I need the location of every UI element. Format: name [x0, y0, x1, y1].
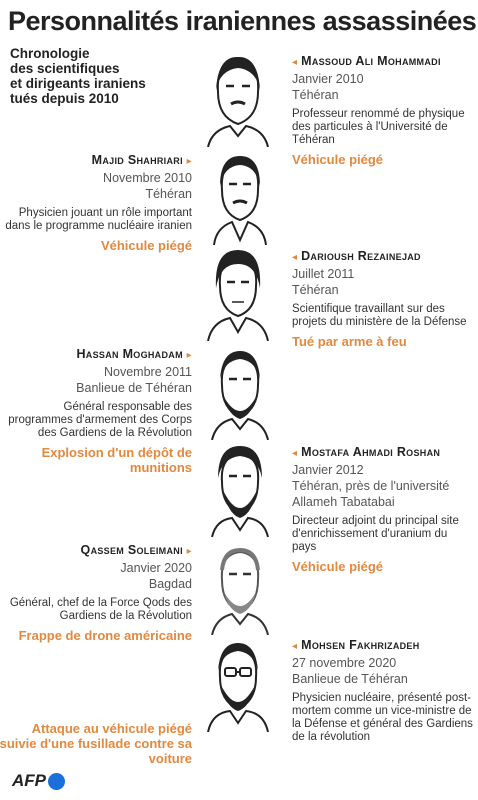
- description: Physicien nucléaire, présenté post-mortem comme un vice-ministre de la Défense et général des Gardiens de la révolution: [292, 692, 473, 743]
- place: Téhéran: [292, 283, 339, 297]
- afp-logo-dot-icon: [48, 773, 65, 790]
- person-name: Qassem Soleimani: [80, 543, 183, 557]
- portrait-shahriari: [200, 150, 280, 245]
- description: Physicien jouant un rôle important dans le programme nucléaire iranien: [5, 207, 192, 232]
- portrait-rezainejad: [198, 246, 278, 341]
- arrow-right-icon: ▸: [186, 350, 192, 361]
- description: Professeur renommé de physique des particules à l'Université de Téhéran: [292, 108, 465, 146]
- description: Scientifique travaillant sur des projets du ministère de la Défense: [292, 303, 467, 328]
- entry-soleimani: [2, 542, 192, 643]
- date: Janvier 2020: [120, 561, 192, 575]
- cause: Attaque au véhicule piégé suivie d'une fusillade contre sa voiture: [0, 721, 192, 766]
- entry-moghadam: [2, 346, 192, 475]
- person-name: Hassan Moghadam: [76, 347, 183, 361]
- afp-logo: [12, 771, 65, 791]
- entry-fakhrizadeh: [292, 637, 474, 744]
- arrow-right-icon: ▸: [186, 156, 192, 167]
- page-title: Personnalités iraniennes assassinées: [8, 6, 477, 36]
- description: Général, chef de la Force Qods des Gardiens de la Révolution: [9, 597, 192, 622]
- place: Banlieue de Téhéran: [76, 381, 192, 395]
- description: Général responsable des programmes d'armement des Corps des Gardiens de la Révolution: [8, 401, 192, 439]
- date: Janvier 2012: [292, 463, 364, 477]
- cause: Explosion d'un dépôt de munitions: [41, 445, 192, 475]
- cause: Tué par arme à feu: [292, 334, 407, 349]
- entry-mohammadi: [292, 53, 474, 167]
- cause: Véhicule piégé: [292, 559, 384, 574]
- place: Bagdad: [148, 577, 192, 591]
- place: Banlieue de Téhéran: [292, 672, 408, 686]
- place: Téhéran, près de l'université Allameh Tabatabai: [292, 479, 450, 509]
- portrait-fakhrizadeh: [198, 637, 278, 732]
- portrait-soleimani: [200, 540, 280, 635]
- place: Téhéran: [145, 187, 192, 201]
- entry-shahriari: [2, 152, 192, 253]
- cause: Véhicule piégé: [100, 238, 192, 253]
- afp-logo-text: AFP: [12, 771, 46, 790]
- date: Novembre 2011: [103, 365, 192, 379]
- person-name: Darioush Rezainejad: [301, 249, 421, 263]
- arrow-right-icon: ▸: [186, 546, 192, 557]
- date: Novembre 2010: [103, 171, 192, 185]
- entry-fakhrizadeh-cause: [0, 716, 192, 766]
- arrow-left-icon: ◂: [292, 57, 298, 68]
- arrow-left-icon: ◂: [292, 252, 298, 263]
- arrow-left-icon: ◂: [292, 641, 298, 652]
- portrait-moghadam: [200, 345, 280, 440]
- page-subtitle: Chronologie des scientifiques et dirigeants iraniens tués depuis 2010: [10, 46, 146, 106]
- cause: Frappe de drone américaine: [18, 628, 192, 643]
- person-name: Mohsen Fakhrizadeh: [301, 638, 420, 652]
- person-name: Majid Shahriari: [91, 153, 183, 167]
- arrow-left-icon: ◂: [292, 448, 298, 459]
- person-name: Mostafa Ahmadi Roshan: [301, 445, 441, 459]
- date: Juillet 2011: [292, 267, 355, 281]
- portrait-mohammadi: [198, 52, 278, 147]
- person-name: Massoud Ali Mohammadi: [301, 54, 441, 68]
- entry-rezainejad: [292, 248, 474, 349]
- place: Téhéran: [292, 88, 339, 102]
- portrait-roshan: [200, 442, 280, 537]
- cause: Véhicule piégé: [292, 152, 384, 167]
- date: 27 novembre 2020: [292, 656, 397, 670]
- entry-roshan: [292, 444, 474, 574]
- date: Janvier 2010: [292, 72, 364, 86]
- description: Directeur adjoint du principal site d'enrichissement d'uranium du pays: [292, 515, 459, 553]
